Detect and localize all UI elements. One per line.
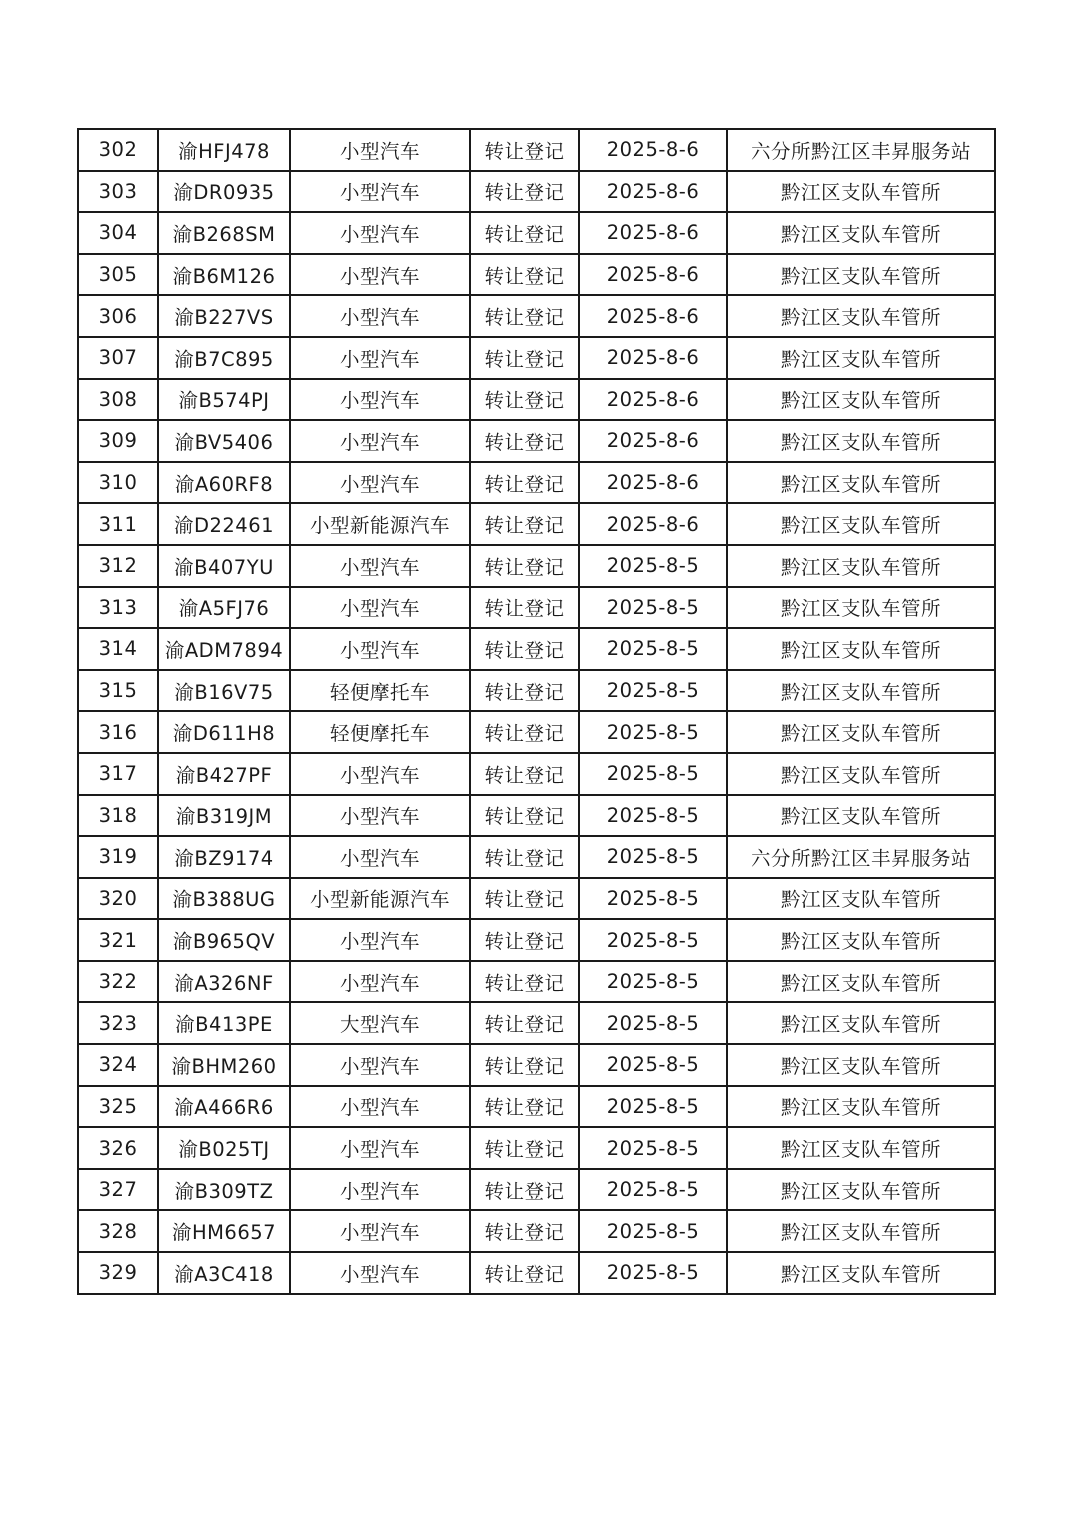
plate-cell: 渝A3C418: [158, 1252, 290, 1294]
business-type-cell: 转让登记: [470, 919, 579, 961]
seq-cell: 326: [78, 1127, 158, 1169]
plate-cell: 渝B965QV: [158, 919, 290, 961]
seq-cell: 304: [78, 212, 158, 254]
business-type-cell: 转让登记: [470, 878, 579, 920]
vehicle-type-cell: 小型汽车: [290, 545, 470, 587]
plate-cell: 渝B427PF: [158, 753, 290, 795]
date-cell: 2025-8-6: [579, 503, 727, 545]
date-cell: 2025-8-5: [579, 919, 727, 961]
seq-cell: 307: [78, 337, 158, 379]
table-row: [78, 1002, 995, 1044]
business-type-cell: 转让登记: [470, 1210, 579, 1252]
registration-table: [77, 128, 996, 1295]
date-cell: 2025-8-6: [579, 462, 727, 504]
office-cell: 黔江区支队车管所: [727, 1086, 995, 1128]
office-cell: 黔江区支队车管所: [727, 254, 995, 296]
business-type-cell: 转让登记: [470, 1044, 579, 1086]
seq-cell: 324: [78, 1044, 158, 1086]
office-cell: 黔江区支队车管所: [727, 753, 995, 795]
seq-cell: 309: [78, 420, 158, 462]
plate-cell: 渝BV5406: [158, 420, 290, 462]
vehicle-type-cell: 小型汽车: [290, 462, 470, 504]
table-row: [78, 503, 995, 545]
plate-cell: 渝B413PE: [158, 1002, 290, 1044]
table-row: [78, 753, 995, 795]
plate-cell: 渝B309TZ: [158, 1169, 290, 1211]
table-row: [78, 628, 995, 670]
business-type-cell: 转让登记: [470, 836, 579, 878]
business-type-cell: 转让登记: [470, 545, 579, 587]
office-cell: 黔江区支队车管所: [727, 420, 995, 462]
office-cell: 六分所黔江区丰昇服务站: [727, 836, 995, 878]
office-cell: 黔江区支队车管所: [727, 587, 995, 629]
business-type-cell: 转让登记: [470, 1169, 579, 1211]
date-cell: 2025-8-6: [579, 337, 727, 379]
office-cell: 黔江区支队车管所: [727, 462, 995, 504]
vehicle-type-cell: 小型汽车: [290, 753, 470, 795]
business-type-cell: 转让登记: [470, 753, 579, 795]
vehicle-type-cell: 小型汽车: [290, 171, 470, 213]
vehicle-type-cell: 大型汽车: [290, 1002, 470, 1044]
date-cell: 2025-8-5: [579, 961, 727, 1003]
plate-cell: 渝B025TJ: [158, 1127, 290, 1169]
table-row: [78, 1086, 995, 1128]
seq-cell: 311: [78, 503, 158, 545]
vehicle-type-cell: 小型新能源汽车: [290, 503, 470, 545]
vehicle-type-cell: 小型汽车: [290, 836, 470, 878]
office-cell: 黔江区支队车管所: [727, 212, 995, 254]
vehicle-type-cell: 小型汽车: [290, 1044, 470, 1086]
business-type-cell: 转让登记: [470, 628, 579, 670]
plate-cell: 渝B319JM: [158, 795, 290, 837]
business-type-cell: 转让登记: [470, 212, 579, 254]
business-type-cell: 转让登记: [470, 1252, 579, 1294]
date-cell: 2025-8-5: [579, 628, 727, 670]
seq-cell: 320: [78, 878, 158, 920]
vehicle-type-cell: 小型汽车: [290, 379, 470, 421]
vehicle-type-cell: 小型汽车: [290, 1252, 470, 1294]
vehicle-type-cell: 小型新能源汽车: [290, 878, 470, 920]
office-cell: 黔江区支队车管所: [727, 670, 995, 712]
office-cell: 黔江区支队车管所: [727, 1169, 995, 1211]
plate-cell: 渝DR0935: [158, 171, 290, 213]
plate-cell: 渝D22461: [158, 503, 290, 545]
office-cell: 黔江区支队车管所: [727, 379, 995, 421]
vehicle-type-cell: 小型汽车: [290, 1127, 470, 1169]
office-cell: 黔江区支队车管所: [727, 503, 995, 545]
vehicle-type-cell: 小型汽车: [290, 1086, 470, 1128]
plate-cell: 渝B388UG: [158, 878, 290, 920]
plate-cell: 渝BHM260: [158, 1044, 290, 1086]
office-cell: 黔江区支队车管所: [727, 337, 995, 379]
seq-cell: 302: [78, 129, 158, 171]
seq-cell: 313: [78, 587, 158, 629]
plate-cell: 渝B7C895: [158, 337, 290, 379]
business-type-cell: 转让登记: [470, 503, 579, 545]
table-row: [78, 379, 995, 421]
plate-cell: 渝A326NF: [158, 961, 290, 1003]
plate-cell: 渝B16V75: [158, 670, 290, 712]
table-row: [78, 961, 995, 1003]
plate-cell: 渝ADM7894: [158, 628, 290, 670]
date-cell: 2025-8-6: [579, 420, 727, 462]
vehicle-type-cell: 小型汽车: [290, 919, 470, 961]
office-cell: 黔江区支队车管所: [727, 878, 995, 920]
business-type-cell: 转让登记: [470, 420, 579, 462]
business-type-cell: 转让登记: [470, 254, 579, 296]
office-cell: 黔江区支队车管所: [727, 171, 995, 213]
business-type-cell: 转让登记: [470, 171, 579, 213]
table-row: [78, 1169, 995, 1211]
table-row: [78, 1127, 995, 1169]
vehicle-type-cell: 轻便摩托车: [290, 670, 470, 712]
office-cell: 黔江区支队车管所: [727, 919, 995, 961]
seq-cell: 317: [78, 753, 158, 795]
seq-cell: 321: [78, 919, 158, 961]
office-cell: 黔江区支队车管所: [727, 711, 995, 753]
vehicle-type-cell: 小型汽车: [290, 212, 470, 254]
office-cell: 黔江区支队车管所: [727, 295, 995, 337]
date-cell: 2025-8-5: [579, 670, 727, 712]
business-type-cell: 转让登记: [470, 587, 579, 629]
table-row: [78, 212, 995, 254]
date-cell: 2025-8-5: [579, 1002, 727, 1044]
seq-cell: 323: [78, 1002, 158, 1044]
date-cell: 2025-8-5: [579, 1044, 727, 1086]
vehicle-type-cell: 小型汽车: [290, 628, 470, 670]
date-cell: 2025-8-5: [579, 836, 727, 878]
office-cell: 黔江区支队车管所: [727, 1252, 995, 1294]
office-cell: 黔江区支队车管所: [727, 1044, 995, 1086]
seq-cell: 329: [78, 1252, 158, 1294]
business-type-cell: 转让登记: [470, 462, 579, 504]
seq-cell: 328: [78, 1210, 158, 1252]
date-cell: 2025-8-5: [579, 1169, 727, 1211]
date-cell: 2025-8-6: [579, 129, 727, 171]
seq-cell: 327: [78, 1169, 158, 1211]
office-cell: 黔江区支队车管所: [727, 961, 995, 1003]
date-cell: 2025-8-5: [579, 587, 727, 629]
date-cell: 2025-8-5: [579, 1210, 727, 1252]
business-type-cell: 转让登记: [470, 1086, 579, 1128]
business-type-cell: 转让登记: [470, 670, 579, 712]
seq-cell: 315: [78, 670, 158, 712]
seq-cell: 319: [78, 836, 158, 878]
vehicle-type-cell: 小型汽车: [290, 295, 470, 337]
seq-cell: 306: [78, 295, 158, 337]
office-cell: 六分所黔江区丰昇服务站: [727, 129, 995, 171]
table-row: [78, 587, 995, 629]
table-row: [78, 836, 995, 878]
business-type-cell: 转让登记: [470, 961, 579, 1003]
vehicle-type-cell: 小型汽车: [290, 420, 470, 462]
plate-cell: 渝B407YU: [158, 545, 290, 587]
plate-cell: 渝HM6657: [158, 1210, 290, 1252]
date-cell: 2025-8-5: [579, 1252, 727, 1294]
date-cell: 2025-8-6: [579, 171, 727, 213]
table-row: [78, 337, 995, 379]
seq-cell: 314: [78, 628, 158, 670]
business-type-cell: 转让登记: [470, 711, 579, 753]
business-type-cell: 转让登记: [470, 337, 579, 379]
plate-cell: 渝B574PJ: [158, 379, 290, 421]
office-cell: 黔江区支队车管所: [727, 628, 995, 670]
table-row: [78, 462, 995, 504]
seq-cell: 310: [78, 462, 158, 504]
table-row: [78, 795, 995, 837]
seq-cell: 312: [78, 545, 158, 587]
office-cell: 黔江区支队车管所: [727, 1002, 995, 1044]
table-row: [78, 129, 995, 171]
seq-cell: 305: [78, 254, 158, 296]
seq-cell: 322: [78, 961, 158, 1003]
office-cell: 黔江区支队车管所: [727, 1210, 995, 1252]
vehicle-type-cell: 小型汽车: [290, 129, 470, 171]
plate-cell: 渝B227VS: [158, 295, 290, 337]
plate-cell: 渝B6M126: [158, 254, 290, 296]
office-cell: 黔江区支队车管所: [727, 1127, 995, 1169]
table-row: [78, 545, 995, 587]
table-row: [78, 1252, 995, 1294]
date-cell: 2025-8-6: [579, 254, 727, 296]
date-cell: 2025-8-5: [579, 1127, 727, 1169]
table-row: [78, 919, 995, 961]
business-type-cell: 转让登记: [470, 295, 579, 337]
plate-cell: 渝B268SM: [158, 212, 290, 254]
office-cell: 黔江区支队车管所: [727, 795, 995, 837]
vehicle-type-cell: 轻便摩托车: [290, 711, 470, 753]
business-type-cell: 转让登记: [470, 1002, 579, 1044]
seq-cell: 308: [78, 379, 158, 421]
date-cell: 2025-8-5: [579, 753, 727, 795]
business-type-cell: 转让登记: [470, 129, 579, 171]
seq-cell: 303: [78, 171, 158, 213]
vehicle-type-cell: 小型汽车: [290, 587, 470, 629]
plate-cell: 渝A466R6: [158, 1086, 290, 1128]
vehicle-type-cell: 小型汽车: [290, 961, 470, 1003]
office-cell: 黔江区支队车管所: [727, 545, 995, 587]
table-row: [78, 295, 995, 337]
date-cell: 2025-8-5: [579, 545, 727, 587]
table-row: [78, 1044, 995, 1086]
business-type-cell: 转让登记: [470, 1127, 579, 1169]
seq-cell: 325: [78, 1086, 158, 1128]
date-cell: 2025-8-5: [579, 1086, 727, 1128]
business-type-cell: 转让登记: [470, 379, 579, 421]
vehicle-type-cell: 小型汽车: [290, 795, 470, 837]
table-row: [78, 1210, 995, 1252]
table-row: [78, 670, 995, 712]
table-body: [78, 129, 995, 1294]
date-cell: 2025-8-6: [579, 212, 727, 254]
date-cell: 2025-8-6: [579, 379, 727, 421]
vehicle-type-cell: 小型汽车: [290, 1210, 470, 1252]
business-type-cell: 转让登记: [470, 795, 579, 837]
table-row: [78, 420, 995, 462]
table-row: [78, 171, 995, 213]
table-row: [78, 878, 995, 920]
seq-cell: 318: [78, 795, 158, 837]
seq-cell: 316: [78, 711, 158, 753]
vehicle-type-cell: 小型汽车: [290, 337, 470, 379]
vehicle-type-cell: 小型汽车: [290, 1169, 470, 1211]
plate-cell: 渝D611H8: [158, 711, 290, 753]
plate-cell: 渝HFJ478: [158, 129, 290, 171]
vehicle-type-cell: 小型汽车: [290, 254, 470, 296]
date-cell: 2025-8-5: [579, 878, 727, 920]
plate-cell: 渝A60RF8: [158, 462, 290, 504]
table-row: [78, 254, 995, 296]
plate-cell: 渝BZ9174: [158, 836, 290, 878]
date-cell: 2025-8-5: [579, 795, 727, 837]
date-cell: 2025-8-5: [579, 711, 727, 753]
date-cell: 2025-8-6: [579, 295, 727, 337]
table-row: [78, 711, 995, 753]
plate-cell: 渝A5FJ76: [158, 587, 290, 629]
